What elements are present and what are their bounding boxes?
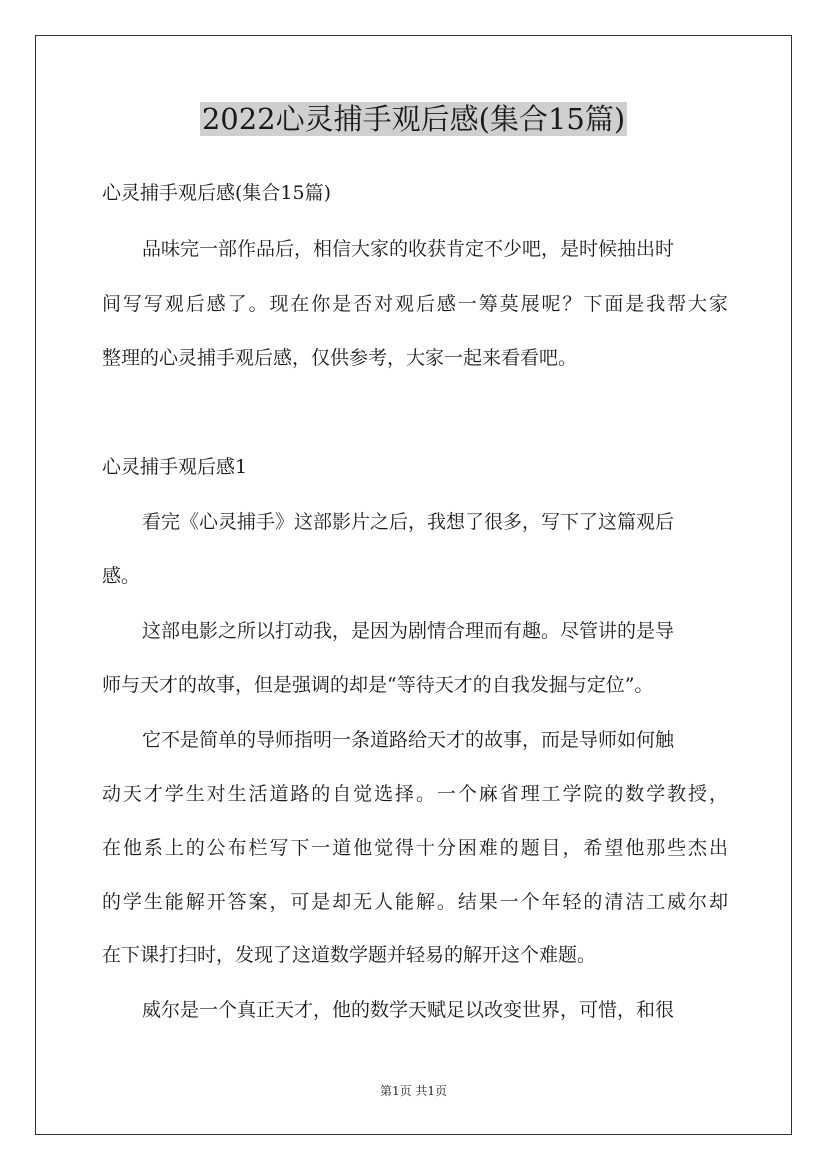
intro-line-1: 品味完一部作品后，相信大家的收获肯定不少吧，是时候抽出时 bbox=[142, 238, 675, 260]
para2-line-2: 师与天才的故事，但是强调的却是“等待天才的自我发掘与定位”。 bbox=[102, 674, 654, 696]
para2-line-1: 这部电影之所以打动我，是因为剧情合理而有趣。尽管讲的是导 bbox=[142, 620, 675, 642]
para4-line-1: 威尔是一个真正天才，他的数学天赋足以改变世界，可惜，和很 bbox=[142, 999, 675, 1021]
para3-line-3: 在他系上的公布栏写下一道他觉得十分困难的题目，希望他那些杰出 bbox=[102, 837, 728, 859]
intro-line-2: 间写写观后感了。现在你是否对观后感一筹莫展呢？下面是我帮大家 bbox=[102, 293, 728, 315]
intro-line-3: 整理的心灵捕手观后感，仅供参考，大家一起来看看吧。 bbox=[102, 347, 578, 369]
document-subtitle: 心灵捕手观后感(集合15篇) bbox=[102, 182, 332, 204]
page-number: 第1页 共1页 bbox=[379, 1084, 448, 1098]
para1-line-2: 感。 bbox=[102, 565, 141, 587]
para3-line-1: 它不是简单的导师指明一条道路给天才的故事，而是导师如何触 bbox=[142, 729, 675, 751]
document-title: 2022心灵捕手观后感(集合15篇) bbox=[201, 102, 626, 136]
section-heading: 心灵捕手观后感1 bbox=[102, 456, 248, 478]
para3-line-5: 在下课打扫时，发现了这道数学题并轻易的解开这个难题。 bbox=[102, 944, 597, 966]
para1-line-1: 看完《心灵捕手》这部影片之后，我想了很多，写下了这篇观后 bbox=[142, 511, 675, 533]
para3-line-2: 动天才学生对生活道路的自觉选择。一个麻省理工学院的数学教授， bbox=[102, 783, 728, 805]
para3-line-4: 的学生能解开答案，可是却无人能解。结果一个年轻的清洁工威尔却 bbox=[102, 891, 728, 913]
